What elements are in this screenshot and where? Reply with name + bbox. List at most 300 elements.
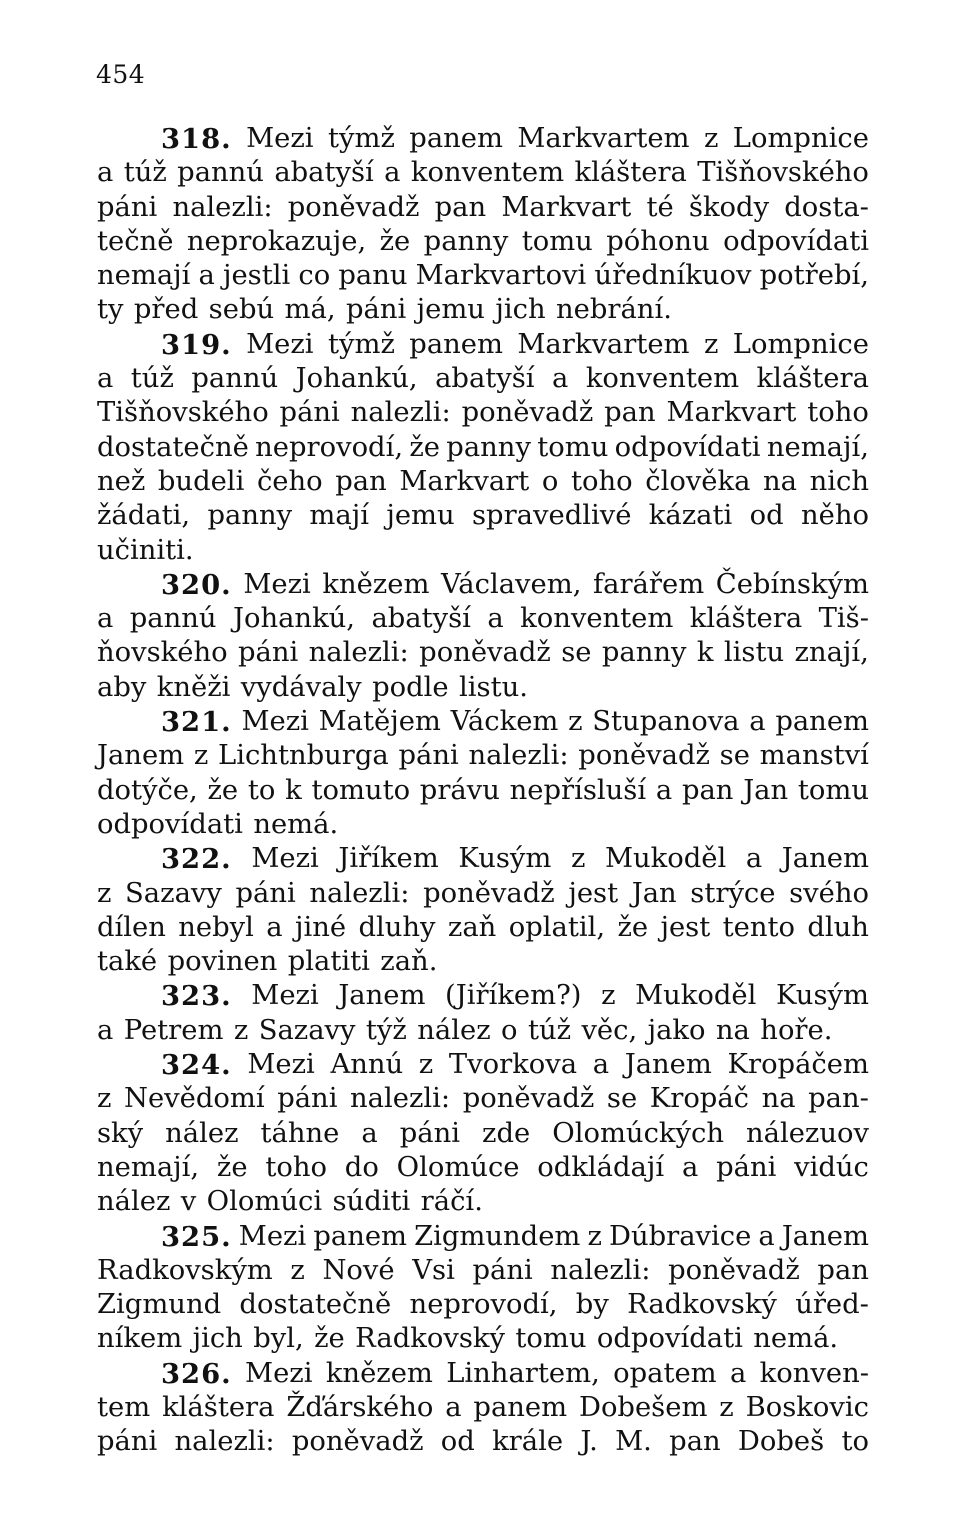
word: a [445,1391,462,1423]
word: jemu [416,294,485,326]
word: Kropáč [649,1083,750,1115]
word: o [541,465,559,497]
word: a [745,843,763,875]
word: z [570,843,586,875]
word: listu [723,637,785,669]
text-line [97,362,869,396]
word: neprokazuje, [186,225,367,257]
word: Dobešem [578,1391,708,1423]
word: pan- [808,1083,869,1115]
word: táhne [260,1117,340,1149]
word: nalezli: [350,1083,451,1115]
word: Mukoděl [635,980,757,1012]
word: z [703,123,719,154]
word: Václavem, [441,568,582,600]
text-line [97,396,869,430]
text-line [97,1391,869,1425]
word: Tišňovského [97,397,269,429]
word: k [285,774,302,806]
paragraph-number: 321. [161,706,232,739]
word: opatem [613,1357,717,1389]
word: a [655,774,673,806]
word: Markvart [666,397,797,429]
word: tomuto [311,774,411,806]
word: panem [409,328,503,360]
word: odpovídati [723,225,869,257]
word: konventem [520,603,674,635]
word: Markvartem [517,123,690,154]
word: knězem [325,1357,433,1389]
body-text [97,122,869,1460]
text-line [97,431,869,465]
word: páni [277,1083,338,1115]
word: by [575,1289,609,1321]
word: dostatečně [239,1289,392,1321]
word: nemají, [97,1151,200,1183]
word: listu. [459,671,528,703]
word: a [97,157,114,189]
word: dotýče, [97,774,198,806]
word: z [418,1049,434,1081]
word: poněvadž [291,1426,424,1458]
word: z [193,740,209,772]
text-line [97,945,869,979]
word: panny [423,225,509,257]
word: poněvadž [461,397,594,429]
word: mají [309,500,369,532]
word: neprovodí, [409,1289,558,1321]
word: sebú [208,294,275,326]
word: Sazavy [258,1014,356,1046]
word: abatyší [435,363,535,395]
text-line [97,774,869,808]
word: Radkovský [355,1323,505,1355]
word: to [247,774,276,806]
paragraph-number: 318. [161,123,232,155]
paragraph-number: 325. [161,1220,232,1253]
word: z [97,1083,112,1115]
word: co [298,260,331,292]
text-line [97,568,869,602]
text-line [97,465,869,499]
word: že [314,1323,345,1355]
word: byl, [253,1323,304,1355]
paragraph-number: 326. [161,1357,232,1390]
word: a [266,911,283,943]
word: zaň [447,911,497,943]
word: nalezli: [172,191,273,223]
word: Lompnice [732,123,869,154]
word: pan [681,774,734,806]
text-line [97,156,869,190]
word: súditi [332,1186,411,1218]
word: Mezi [238,1220,307,1252]
text-line [97,191,869,225]
word: farářem [593,568,705,600]
word: poněvadž [578,740,710,772]
text-line [97,1288,869,1322]
word: a [729,1357,747,1389]
text-line [97,1220,869,1254]
word: Johankú, [232,603,356,635]
word: tomu [797,774,869,806]
word: a [97,1014,114,1046]
word: o [501,1014,518,1046]
word: a [758,1220,775,1252]
word: tem [97,1391,151,1423]
word: Markvartem [517,328,690,360]
word: a [198,260,215,292]
text-line [97,293,869,327]
word: zaň. [380,946,438,978]
word: na [761,1083,796,1115]
text-line [97,1048,869,1082]
paragraph-number: 322. [161,843,232,876]
word: panem [775,706,869,738]
word: Olomúci [206,1186,323,1218]
paragraph-number: 320. [161,568,232,601]
word: abatyší [371,603,471,635]
word: Kusým [775,980,869,1012]
word: že [379,225,411,257]
word: Tvorkova [448,1049,578,1081]
word: týmž [327,123,395,154]
word: Zigmundem [414,1220,581,1252]
text-line [97,534,869,568]
text-line [97,1082,869,1116]
word: Žďárského [286,1391,434,1423]
word: poněvadž [287,191,420,223]
word: knězem [322,568,430,600]
word: panny [207,500,293,532]
word: a [552,363,569,395]
word: tomu [515,1323,587,1355]
word: Linhartem, [446,1357,600,1389]
word: tečně [97,225,174,257]
word: z [719,1391,734,1423]
text-line [97,122,869,156]
word: nepřísluší [509,774,647,806]
word: týmž [327,328,395,360]
word: a [681,1151,699,1183]
word: kázati [648,500,733,532]
word: panem [409,123,503,154]
word: Mezi [241,706,309,738]
word: kláštera [162,1391,275,1423]
word: se [719,740,750,772]
word: pan [604,397,656,429]
paragraph-number: 324. [161,1049,232,1082]
word: a [487,603,504,635]
word: Dúbravice [608,1220,752,1252]
word: člověka [645,465,751,497]
word: Janem [338,980,426,1012]
word: z [233,1014,249,1046]
word: na [763,465,798,497]
word: Petrem [123,1014,224,1046]
word: vidúc [794,1151,869,1183]
word: odpovídati [596,1323,743,1355]
word: Mukoděl [604,843,727,875]
word: jiné [295,911,347,943]
paragraph-number: 323. [161,980,232,1013]
text-line [97,1185,869,1219]
word: nebrání. [556,294,672,326]
word: páni [345,294,407,326]
word: Zigmund [97,1289,222,1321]
word: z [97,877,112,909]
word: a [384,157,401,189]
word: než [97,465,146,497]
text-line [97,1357,869,1391]
word: nálezuov [745,1117,869,1149]
word: nalezli: [468,740,569,772]
word: Janem [624,1049,712,1081]
word: se [561,637,592,669]
word: jich [192,1323,243,1355]
word: panem [313,1220,408,1252]
word: konventem [410,157,565,189]
text-line [97,636,869,670]
word: hoře. [760,1014,833,1046]
word: Lichtnburga [218,740,389,772]
word: páni [97,191,158,223]
word: nález [417,1014,491,1046]
word: J. [580,1426,598,1458]
word: Sazavy [125,877,222,909]
word: že [216,1151,248,1183]
word: Jan [743,774,789,806]
word: poněvadž [419,637,551,669]
word: póhonu [606,225,710,257]
word: povinen [167,946,278,978]
word: páni [716,1151,777,1183]
word: ňovského [97,637,228,669]
word: panem [473,1391,568,1423]
word: potřebí, [759,260,869,292]
word: poněvadž [668,1254,800,1286]
word: nemá. [253,808,339,840]
word: týž [365,1014,407,1046]
word: strýce [690,877,776,909]
word: pannú [191,363,279,395]
word: nalezli: [174,1426,275,1458]
word: páni [472,1254,533,1286]
page-number: 454 [96,60,146,89]
word: z [290,1254,305,1286]
word: Matějem [318,706,441,738]
word: před [133,294,199,326]
word: Vsi [412,1254,455,1286]
word: od [749,500,784,532]
word: Stupanova [592,706,740,738]
word: konventem [585,363,740,395]
text-line [97,877,869,911]
word: toho [807,397,869,429]
word: Mezi [246,328,314,360]
word: Janem [781,843,869,875]
word: Mezi [251,980,319,1012]
word: dluh [807,911,869,943]
word: podle [372,671,449,703]
word: kláštera [574,157,687,189]
word: a [361,1117,378,1149]
word: poněvadž [423,877,555,909]
word: Mezi [245,1357,313,1389]
word: túž [130,363,174,395]
word: že [207,774,239,806]
word: Janem [781,1220,869,1252]
text-line [97,911,869,945]
word: jest [568,877,619,909]
word: jich [495,294,546,326]
word: a [749,706,766,738]
word: nich [809,465,869,497]
word: Annú [330,1049,404,1081]
word: dosta- [784,191,869,223]
word: Markvart [399,465,530,497]
text-line [97,328,869,362]
word: panny [446,431,531,463]
text-line [97,808,869,842]
word: jemu [386,500,455,532]
text-line [97,1014,869,1048]
word: páni [398,740,459,772]
word: aby [97,671,147,703]
word: a [97,363,114,395]
word: poněvadž [462,1083,595,1115]
text-line [97,1254,869,1288]
word: túž [123,157,167,189]
text-line [97,225,869,259]
word: zde [482,1117,531,1149]
word: k [696,637,714,669]
word: z [568,706,583,738]
word: jestli [222,260,291,292]
text-line [97,602,869,636]
word: nemají [97,260,191,292]
word: nález [97,1186,171,1218]
word: že [409,431,440,463]
text-line [97,979,869,1013]
word: konven- [759,1357,869,1389]
word: Johankú, [295,363,418,395]
word: škody [688,191,770,223]
text-line [97,259,869,293]
word: nalezli: [550,1254,651,1286]
text-line [97,1151,869,1185]
word: nalezli: [308,637,409,669]
word: něho [800,500,869,532]
word: tomu [521,225,593,257]
word: učiniti. [97,534,194,566]
word: jest [660,911,711,943]
word: kněži [156,671,231,703]
word: úředníkuov [594,260,752,292]
word: nález [165,1117,239,1149]
word: páni [97,1426,158,1458]
text-line [97,739,869,773]
word: věc, [581,1014,638,1046]
word: túž [527,1014,572,1046]
word: že [617,911,649,943]
word: z [587,1220,602,1252]
word: odpovídati [97,808,243,840]
word: dílen [97,911,166,943]
word: žádati, [97,500,191,532]
word: čeho [256,465,323,497]
word: Markvartovi [415,260,587,292]
word: a [592,1049,610,1081]
word: Váckem [450,706,559,738]
word: oplatil, [508,911,606,943]
word: manství [759,740,869,772]
word: Mezi [243,568,311,600]
text-line [97,842,869,876]
word: nemají, [766,431,869,463]
word: pan [434,191,487,223]
word: Boskovic [745,1391,869,1423]
word: panny [601,637,687,669]
word: pan [335,465,387,497]
word: úřed- [795,1289,869,1321]
word: Kusým [458,843,552,875]
word: Lompnice [732,328,869,360]
word: pannú [177,157,264,189]
word: Olomúckých [552,1117,724,1149]
word: spravedlivé [472,500,632,532]
word: Nevědomí [124,1083,265,1115]
word: dluhy [358,911,436,943]
word: to [841,1426,869,1458]
word: Mezi [251,843,319,875]
text-line [97,499,869,533]
word: neprovodí, [255,431,404,463]
word: toho [571,465,633,497]
text-line [97,671,869,705]
word: na [715,1014,750,1046]
word: ty [97,294,124,326]
word: Radkovským [97,1254,273,1286]
word: Tiš- [818,603,869,635]
word: kláštera [756,363,869,395]
word: pannú [129,603,217,635]
word: odkládají [537,1151,665,1183]
word: jako [647,1014,706,1046]
word: z [703,328,719,360]
word: M. [615,1426,652,1458]
word: v [180,1186,197,1218]
word: páni [399,1117,461,1149]
word: toho [265,1151,327,1183]
word: Jan [631,877,677,909]
word: té [646,191,674,223]
text-line [97,1117,869,1151]
word: Čebínským [715,568,869,600]
word: Olomúce [396,1151,520,1183]
word: tomu [537,431,609,463]
word: krále [492,1426,564,1458]
word: se [606,1083,638,1115]
word: níkem [97,1323,183,1355]
word: Tišňovského [697,157,869,189]
word: nalezli: [309,877,410,909]
word: abatyší [274,157,374,189]
word: ský [97,1117,144,1149]
word: Mezi [246,123,314,154]
word: Radkovský [627,1289,777,1321]
text-line [97,705,869,739]
